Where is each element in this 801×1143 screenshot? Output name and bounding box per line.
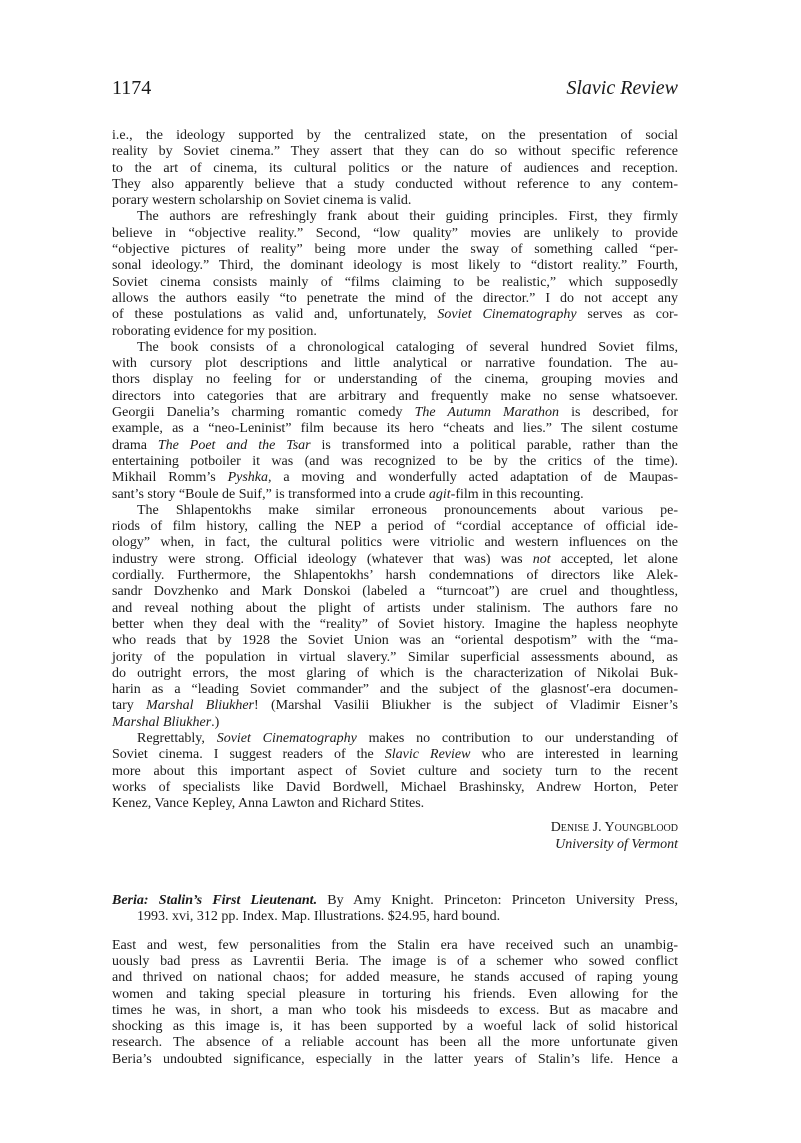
page-number: 1174 xyxy=(112,77,152,99)
text-line xyxy=(112,519,678,535)
reviewer-affiliation: University of Vermont xyxy=(555,836,678,852)
italic-title: agit xyxy=(428,486,451,502)
paragraph xyxy=(112,340,678,503)
text-line xyxy=(112,177,678,193)
review-2-citation xyxy=(112,893,678,926)
text-column xyxy=(112,128,678,1068)
text-line xyxy=(112,258,678,274)
text-run: -film in this recounting. xyxy=(450,486,584,502)
text-run: works of specialists like David Bordwell, Michael Brashinsky, Andrew Horton, Peter xyxy=(112,779,678,795)
text-run: The authors are refreshingly frank about their guiding principles. First, they firmly xyxy=(137,209,678,225)
text-run: i.e., the ideology supported by the centralized state, on the presentation of social xyxy=(112,128,678,143)
text-line xyxy=(112,954,678,970)
text-line xyxy=(112,1003,678,1019)
text-run: Georgii Danelia’s charming romantic comedy xyxy=(112,405,415,421)
italic-title: Pyshka xyxy=(227,470,269,486)
text-line xyxy=(112,372,678,388)
text-run: uously bad press as Lavrentii Beria. The image is of a schemer who sowed conflict xyxy=(112,953,678,969)
text-run: tary xyxy=(112,698,147,714)
text-run: shocking as this image is, it has been supported by a woeful lack of solid historical xyxy=(112,1019,678,1035)
text-run: better when they deal with the “reality” of Soviet history. Imagine the hapless neophyte xyxy=(112,616,678,632)
text-line xyxy=(112,780,678,796)
text-line xyxy=(112,438,678,454)
text-run: East and west, few personalities from the Stalin era have received such an unambig- xyxy=(112,937,678,953)
text-line xyxy=(112,764,678,780)
text-line xyxy=(112,715,678,731)
text-run: Kenez, Vance Kepley, Anna Lawton and Richard Stites. xyxy=(112,796,425,812)
text-run: with cursory plot descriptions and little analytical or narrative foundation. The au- xyxy=(112,356,678,372)
citation-line-1: By Amy Knight. Princeton: Princeton University Press, xyxy=(317,893,678,909)
text-run: who are interested in learning xyxy=(470,747,678,763)
text-line xyxy=(112,1019,678,1035)
text-line xyxy=(112,291,678,307)
text-run: is described, for xyxy=(559,405,678,421)
italic-title: The Autumn Marathon xyxy=(414,405,560,421)
text-line xyxy=(112,209,678,225)
text-line xyxy=(112,421,678,437)
text-run: is transformed into a political parable, rather than the xyxy=(310,437,678,453)
text-line xyxy=(112,389,678,405)
text-line xyxy=(112,275,678,291)
text-line xyxy=(112,970,678,986)
text-run: roborating evidence for my position. xyxy=(112,323,317,339)
text-line xyxy=(112,682,678,698)
text-run: Soviet cinema consists mainly of “films claiming to be realistic,” which supposedly xyxy=(112,274,678,290)
text-run: ology” when, in fact, the cultural politics were vitriolic and western influences on the xyxy=(112,535,678,551)
text-line xyxy=(112,128,678,144)
text-run: Regrettably, xyxy=(137,730,217,746)
text-line xyxy=(112,601,678,617)
text-line xyxy=(112,1035,678,1051)
text-run: and thrived on national chaos; for added measure, he stands accused of raping young xyxy=(112,970,678,986)
journal-title: Slavic Review xyxy=(566,77,678,99)
reviewer-name: Denise J. Youngblood xyxy=(550,820,678,836)
text-run: example, as a “neo-Leninist” film because its hero “cheats and lies.” The silent costume xyxy=(112,421,678,437)
text-line xyxy=(112,987,678,1003)
text-run: They also apparently believe that a study conducted without reference to any contem- xyxy=(112,176,678,192)
text-run: do outright errors, the most glaring of which is the characterization of Nikolai Buk- xyxy=(112,665,678,681)
text-run: Mikhail Romm’s xyxy=(112,470,228,486)
paragraph xyxy=(112,128,678,209)
text-run: The book consists of a chronological cataloging of several hundred Soviet films, xyxy=(137,339,678,355)
text-line xyxy=(112,633,678,649)
text-line xyxy=(112,193,678,209)
text-line xyxy=(112,405,678,421)
text-run: of these postulations as valid and, unfortunately, xyxy=(112,307,438,323)
text-run: ! (Marshal Vasilii Bliukher is the subject of Vladimir Eisner’s xyxy=(254,698,679,714)
text-line xyxy=(112,731,678,747)
text-run: more about this important aspect of Soviet culture and society turn to the recent xyxy=(112,763,678,779)
italic-title: Slavic Review xyxy=(384,747,471,763)
text-line xyxy=(112,698,678,714)
running-header xyxy=(112,77,678,103)
review-2-body xyxy=(112,938,678,1068)
italic-title: not xyxy=(532,551,551,567)
text-line xyxy=(112,617,678,633)
text-line xyxy=(112,454,678,470)
text-run: believe in “objective reality.” Second, “low quality” movies are unlikely to provide xyxy=(112,225,678,241)
text-line xyxy=(112,1052,678,1068)
text-run: to the art of cinema, its cultural politics or the nature of audiences and reception. xyxy=(112,160,678,176)
italic-title: Soviet Cinematography xyxy=(437,307,577,323)
text-line xyxy=(112,584,678,600)
text-run: research. The absence of a reliable account has been all the more unfortunate given xyxy=(112,1035,678,1051)
text-line xyxy=(112,747,678,763)
text-line xyxy=(112,568,678,584)
text-run: , a moving and wonderfully acted adaptation of de Maupas- xyxy=(268,470,678,486)
text-line xyxy=(112,226,678,242)
reviewer-signature xyxy=(112,820,678,853)
text-line xyxy=(112,666,678,682)
text-run: .) xyxy=(211,714,220,730)
text-run: who reads that by 1928 the Soviet Union was an “oriental despotism” with the “ma- xyxy=(112,633,678,649)
text-line xyxy=(112,470,678,486)
text-line xyxy=(112,324,678,340)
text-line xyxy=(112,242,678,258)
italic-title: Soviet Cinematography xyxy=(216,730,357,746)
text-run: jority of the population in virtual slavery.” Similar superficial assessments abound, as xyxy=(112,649,678,665)
text-line xyxy=(112,307,678,323)
text-line xyxy=(112,535,678,551)
text-run: industry were strong. Official ideology (whatever that was) was xyxy=(112,551,533,567)
text-line xyxy=(112,650,678,666)
italic-title: The Poet and the Tsar xyxy=(157,437,311,453)
text-line xyxy=(112,552,678,568)
text-run: women and taking special pleasure in torturing his friends. Even allowing for the xyxy=(112,986,678,1002)
text-run: porary western scholarship on Soviet cinema is valid. xyxy=(112,193,412,209)
text-run: entertaining potboiler it was (and was recognized to be by the critics of the time). xyxy=(112,453,678,469)
text-line xyxy=(112,161,678,177)
book-title: Beria: Stalin’s First Lieutenant. xyxy=(112,893,318,909)
text-run: directors into categories that are arbitrary and frequently make no sense whatsoever. xyxy=(112,388,678,404)
text-run: and reveal nothing about the plight of artists under stalinism. The authors fare no xyxy=(112,600,678,616)
text-run: times he was, in short, a man who took his misdeeds to excess. But as macabre and xyxy=(112,1002,678,1018)
text-run: thors display no feeling for or understanding of the cinema, grouping movies and xyxy=(112,372,678,388)
citation-line-2: 1993. xvi, 312 pp. Index. Map. Illustrations. $24.95, hard bound. xyxy=(137,909,501,925)
text-run: sandr Dovzhenko and Mark Donskoi (labeled a “turncoat”) are cruel and thoughtless, xyxy=(112,584,678,600)
italic-title: Marshal Bliukher xyxy=(112,714,212,730)
text-line xyxy=(112,487,678,503)
text-run: Soviet cinema. I suggest readers of the xyxy=(112,747,385,763)
text-run: serves as cor- xyxy=(576,307,679,323)
text-run: sant’s story “Boule de Suif,” is transformed into a crude xyxy=(112,486,429,502)
text-line xyxy=(112,796,678,812)
text-run: cordially. Furthermore, the Shlapentokhs’ harsh condemnations of directors like Alek- xyxy=(112,568,678,584)
text-run: allows the authors easily “to penetrate the mind of the director.” I do not accept any xyxy=(112,290,678,306)
paragraph xyxy=(112,209,678,339)
text-line xyxy=(112,356,678,372)
text-run: Beria’s undoubted significance, especially in the latter years of Stalin’s life. Hence a xyxy=(112,1051,678,1067)
text-line xyxy=(112,938,678,954)
review-1-body xyxy=(112,128,678,812)
text-line xyxy=(112,503,678,519)
text-run: drama xyxy=(112,437,158,453)
text-run: harin as a “leading Soviet commander” and the subject of the glasnost′-era documen- xyxy=(112,682,678,698)
text-run: accepted, let alone xyxy=(550,551,678,567)
text-line xyxy=(112,340,678,356)
italic-title: Marshal Bliukher xyxy=(146,698,255,714)
text-run: sonal ideology.” Third, the dominant ideology is most likely to “distort reality.” Fourth, xyxy=(112,258,678,274)
text-run: makes no contribution to our understanding of xyxy=(356,730,678,746)
paragraph xyxy=(112,503,678,731)
paragraph xyxy=(112,731,678,812)
paragraph xyxy=(112,938,678,1068)
text-run: riods of film history, calling the NEP a period of “cordial acceptance of official ide- xyxy=(112,519,678,535)
text-run: “objective pictures of reality” being more under the sway of something called “per- xyxy=(112,242,678,258)
text-run: The Shlapentokhs make similar erroneous pronouncements about various pe- xyxy=(137,502,678,518)
text-run: reality by Soviet cinema.” They assert that they can do so without specific reference xyxy=(112,144,678,160)
text-line xyxy=(112,144,678,160)
